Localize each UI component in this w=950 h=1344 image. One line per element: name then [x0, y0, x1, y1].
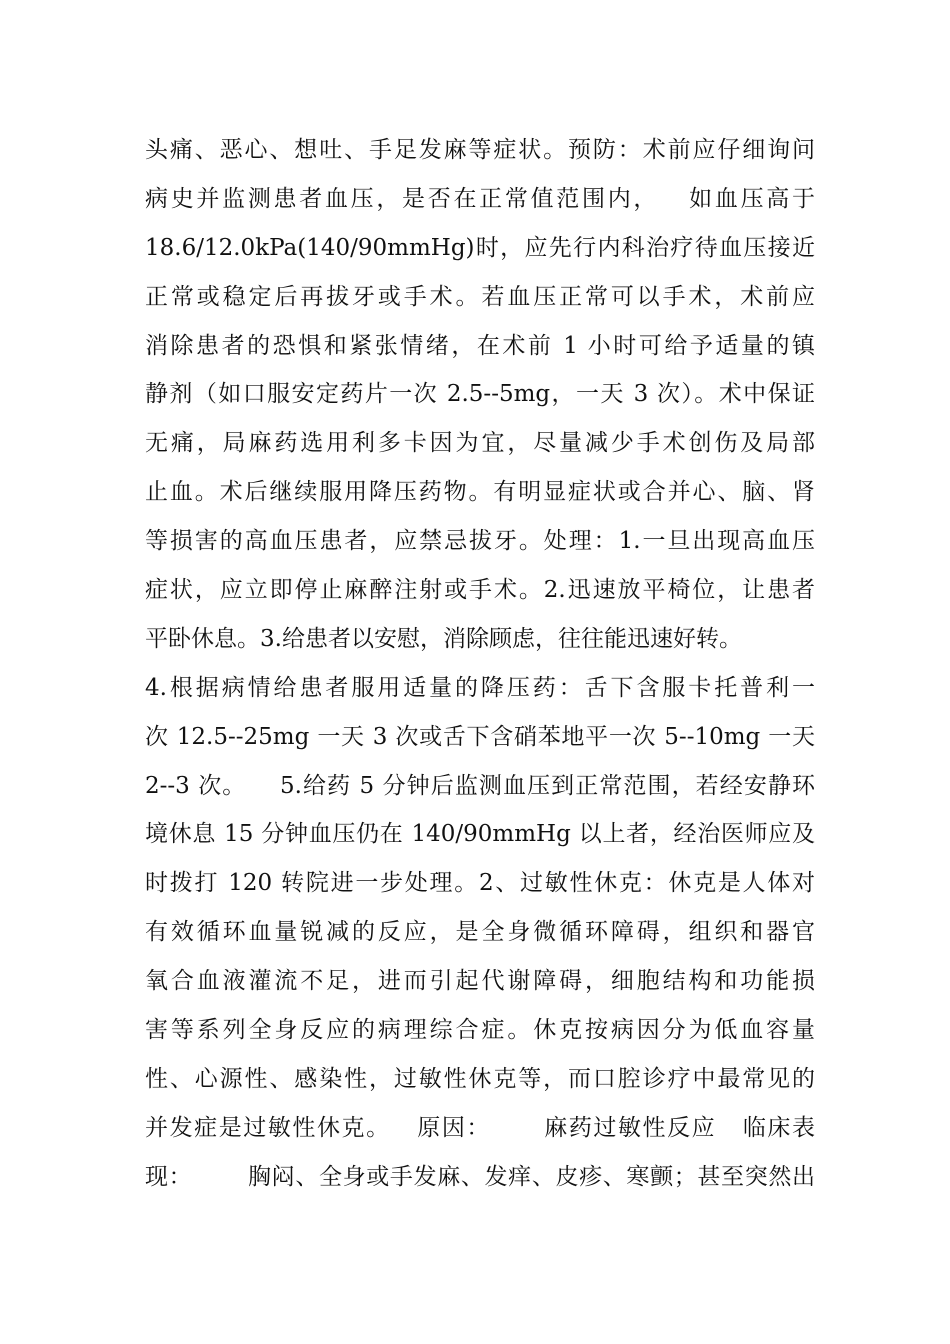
- text-line: 18.6/12.0kPa(140/90mmHg)时，应先行内科治疗待血压接近: [145, 234, 815, 261]
- text-line: 病史并监测患者血压，是否在正常值范围内， 如血压高于: [145, 185, 815, 212]
- text-line: 并发症是过敏性休克。 原因： 麻药过敏性反应 临床表: [145, 1114, 815, 1141]
- text-line: 4.根据病情给患者服用适量的降压药：舌下含服卡托普利一: [145, 674, 815, 701]
- text-line: 静剂（如口服安定药片一次 2.5--5mg，一天 3 次）。术中保证: [145, 381, 815, 408]
- text-line: 止血。术后继续服用降压药物。有明显症状或合并心、脑、肾: [145, 479, 815, 506]
- text-line: 性、心源性、感染性，过敏性休克等，而口腔诊疗中最常见的: [145, 1065, 815, 1092]
- text-line: 等损害的高血压患者，应禁忌拔牙。处理：1.一旦出现高血压: [145, 528, 815, 555]
- text-line: 消除患者的恐惧和紧张情绪，在术前 1 小时可给予适量的镇: [145, 332, 815, 359]
- text-line: 现： 胸闷、全身或手发麻、发痒、皮疹、寒颤；甚至突然出: [145, 1163, 815, 1190]
- text-line: 正常或稳定后再拔牙或手术。若血压正常可以手术，术前应: [145, 283, 815, 310]
- text-line: 头痛、恶心、想吐、手足发麻等症状。预防：术前应仔细询问: [145, 137, 815, 163]
- text-line: 境休息 15 分钟血压仍在 140/90mmHg 以上者，经治医师应及: [145, 821, 815, 848]
- text-line: 平卧休息。3.给患者以安慰，消除顾虑，往往能迅速好转。: [145, 625, 742, 652]
- text-line: 时拨打 120 转院进一步处理。2、过敏性休克：休克是人体对: [145, 870, 815, 897]
- text-line: 害等系列全身反应的病理综合症。休克按病因分为低血容量: [145, 1017, 815, 1044]
- text-line: 次 12.5--25mg 一天 3 次或舌下含硝苯地平一次 5--10mg 一天: [145, 723, 815, 750]
- text-line: 无痛，局麻药选用利多卡因为宜，尽量减少手术创伤及局部: [145, 430, 815, 457]
- text-line: 2--3 次。 5.给药 5 分钟后监测血压到正常范围，若经安静环: [145, 772, 815, 799]
- text-line: 症状，应立即停止麻醉注射或手术。2.迅速放平椅位，让患者: [145, 577, 815, 604]
- body-text: [145, 126, 815, 1202]
- text-line: 有效循环血量锐减的反应，是全身微循环障碍，组织和器官: [145, 919, 815, 946]
- text-line: 氧合血液灌流不足，进而引起代谢障碍，细胞结构和功能损: [145, 968, 815, 995]
